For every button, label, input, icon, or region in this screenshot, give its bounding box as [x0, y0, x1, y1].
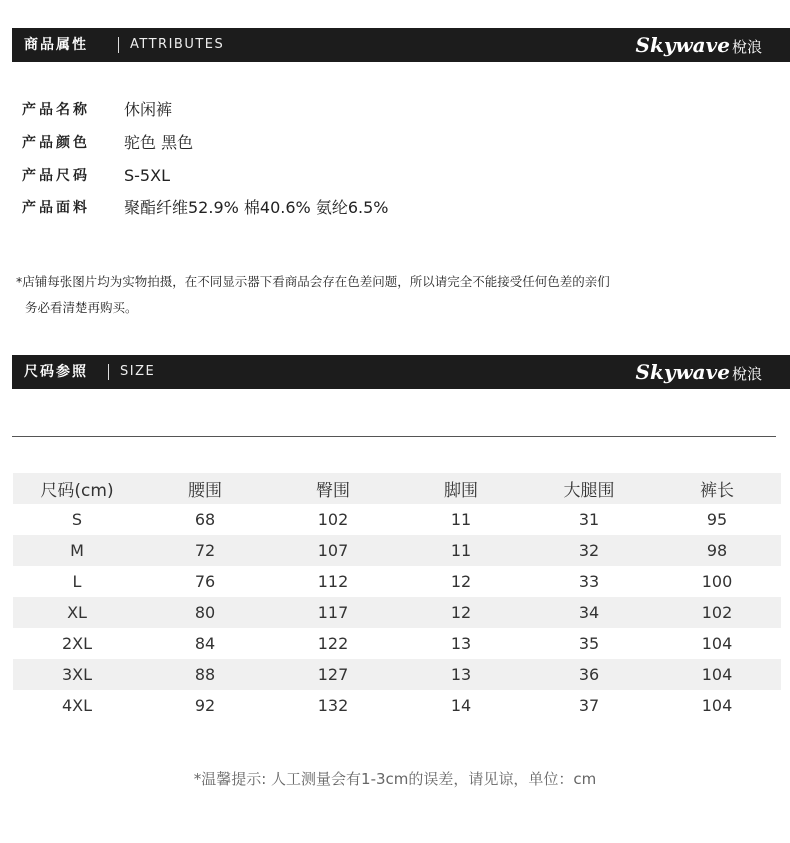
table-row [13, 535, 781, 566]
table-cell: 2XL [61, 634, 93, 653]
brand-logo-en: Skywave [635, 33, 730, 57]
table-cell: 32 [578, 541, 600, 560]
table-cell: 107 [317, 541, 349, 560]
table-cell: 102 [701, 603, 733, 622]
table-cell: 98 [706, 541, 728, 560]
size-table [13, 473, 781, 721]
attribute-label: 产品颜色 [22, 135, 90, 151]
table-cell: 117 [317, 603, 349, 622]
brand-logo [636, 355, 762, 391]
table-cell: 95 [706, 510, 728, 529]
table-cell: 122 [317, 634, 349, 653]
table-cell: 13 [450, 634, 472, 653]
table-cell: 11 [450, 510, 472, 529]
table-cell: 37 [578, 696, 600, 715]
header-divider [118, 37, 119, 53]
table-cell: 3XL [61, 665, 93, 684]
table-cell: 68 [194, 510, 216, 529]
divider-line [12, 436, 776, 437]
attribute-value: 休闲裤 [124, 100, 173, 119]
table-cell: 14 [450, 696, 472, 715]
table-row [13, 690, 781, 721]
brand-logo-en: Skywave [635, 360, 730, 384]
color-notice-line2: 务必看清楚再购买。 [25, 300, 138, 315]
table-cell: 33 [578, 572, 600, 591]
table-cell: 92 [194, 696, 216, 715]
size-subtitle: SIZE [120, 364, 156, 379]
attribute-value: 聚酯纤维52.9% 棉40.6% 氨纶6.5% [124, 198, 389, 217]
attribute-value: S-5XL [124, 166, 170, 185]
table-row [13, 659, 781, 690]
table-cell: 34 [578, 603, 600, 622]
table-cell: 80 [194, 603, 216, 622]
attribute-label: 产品名称 [22, 102, 90, 118]
brand-logo-cn: 梲浪 [731, 365, 762, 383]
column-header: 臀围 [316, 481, 350, 501]
table-cell: 84 [194, 634, 216, 653]
table-cell: 12 [450, 572, 472, 591]
table-cell: 13 [450, 665, 472, 684]
table-row [13, 504, 781, 535]
table-cell: 72 [194, 541, 216, 560]
table-cell: 31 [578, 510, 600, 529]
column-header: 腰围 [188, 481, 222, 501]
attributes-subtitle: ATTRIBUTES [130, 37, 225, 52]
table-cell: 4XL [61, 696, 93, 715]
table-cell: 104 [701, 634, 733, 653]
table-cell: 100 [701, 572, 733, 591]
table-cell: S [71, 510, 83, 529]
table-cell: XL [67, 603, 87, 622]
table-cell: 88 [194, 665, 216, 684]
table-cell: 76 [194, 572, 216, 591]
column-header: 裤长 [700, 481, 734, 501]
table-cell: 132 [317, 696, 349, 715]
table-row [13, 628, 781, 659]
table-cell: 104 [701, 665, 733, 684]
table-cell: 104 [701, 696, 733, 715]
column-header: 尺码(cm) [40, 481, 114, 501]
measurement-note: *温馨提示: 人工测量会有1-3cm的误差，请见谅，单位：cm [193, 770, 597, 788]
attribute-label: 产品面料 [22, 200, 90, 216]
table-cell: 35 [578, 634, 600, 653]
color-notice-line1: *店铺每张图片均为实物拍摄，在不同显示器下看商品会存在色差问题，所以请完全不能接受任何色差的亲们 [16, 274, 610, 289]
table-header-row [13, 473, 781, 504]
attribute-value: 驼色 黑色 [124, 133, 194, 152]
table-cell: 127 [317, 665, 349, 684]
table-cell: 112 [317, 572, 349, 591]
table-cell: 102 [317, 510, 349, 529]
attributes-title: 商品属性 [24, 37, 88, 53]
table-row [13, 597, 781, 628]
table-cell: L [72, 572, 82, 591]
brand-logo-cn: 梲浪 [731, 38, 762, 56]
attribute-label: 产品尺码 [22, 168, 90, 184]
column-header: 大腿围 [563, 481, 615, 501]
table-row [13, 566, 781, 597]
size-header-bar [12, 355, 790, 389]
table-cell: 36 [578, 665, 600, 684]
size-title: 尺码参照 [24, 364, 88, 380]
table-cell: 12 [450, 603, 472, 622]
table-cell: 11 [450, 541, 472, 560]
table-cell: M [70, 541, 84, 560]
brand-logo [636, 28, 762, 64]
header-divider [108, 364, 109, 380]
attributes-header-bar [12, 28, 790, 62]
column-header: 脚围 [444, 481, 478, 501]
